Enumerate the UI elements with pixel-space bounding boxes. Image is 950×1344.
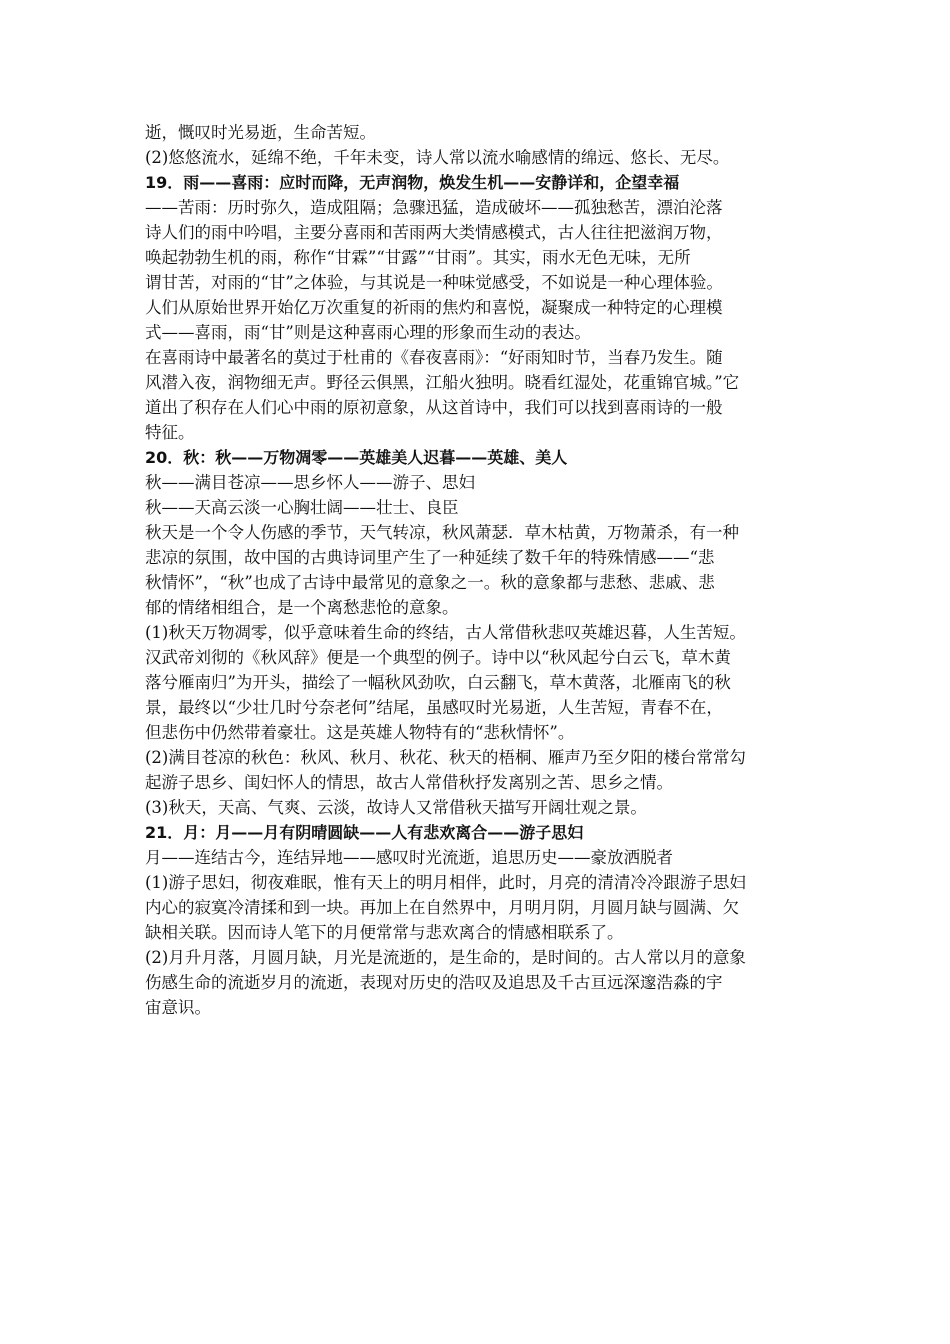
text-line: 风潜入夜，润物细无声。野径云俱黑，江船火独明。晓看红湿处，花重锦官城。”它 <box>145 373 740 392</box>
text-line: (2)月升月落，月圆月缺，月光是流逝的，是生命的，是时间的。古人常以月的意象 <box>145 948 746 967</box>
text-line: 秋——天高云淡一心胸壮阔——壮士、良臣 <box>145 498 459 517</box>
text-line: 谓甘苦，对雨的“甘”之体验，与其说是一种味觉感受，不如说是一种心理体验。 <box>145 273 723 292</box>
text-line: 道出了积存在人们心中雨的原初意象，从这首诗中，我们可以找到喜雨诗的一般 <box>145 398 723 417</box>
text-line: 郁的情绪相组合，是一个离愁悲怆的意象。 <box>145 598 459 617</box>
text-line: 但悲伤中仍然带着豪壮。这是英雄人物特有的“悲秋情怀”。 <box>145 723 575 742</box>
document-body <box>145 120 815 1020</box>
text-line: (2)满目苍凉的秋色：秋风、秋月、秋花、秋天的梧桐、雁声乃至夕阳的楼台常常勾 <box>145 748 746 767</box>
text-line: 宙意识。 <box>145 998 211 1017</box>
text-line: 起游子思乡、闺妇怀人的情思，故古人常借秋抒发离别之苦、思乡之情。 <box>145 773 673 792</box>
document-page <box>145 120 815 1020</box>
text-line: (1)秋天万物凋零，似乎意味着生命的终结，古人常借秋悲叹英雄迟暮，人生苦短。 <box>145 623 746 642</box>
text-line: 秋天是一个令人伤感的季节，天气转凉，秋风萧瑟．草木枯黄，万物萧杀，有一种 <box>145 523 739 542</box>
text-line: (3)秋天，天高、气爽、云淡，故诗人又常借秋天描写开阔壮观之景。 <box>145 798 647 817</box>
text-line: ——苦雨：历时弥久，造成阻隔；急骤迅猛，造成破坏——孤独愁苦，漂泊沦落 <box>145 198 723 217</box>
text-line: (1)游子思妇，彻夜难眠，惟有天上的明月相伴，此时，月亮的清清冷冷跟游子思妇 <box>145 873 746 892</box>
text-line: (2)悠悠流水，延绵不绝，千年未变，诗人常以流水喻感情的绵远、悠长、无尽。 <box>145 148 730 167</box>
text-line: 落兮雁南归”为开头，描绘了一幅秋风劲吹，白云翻飞，草木黄落，北雁南飞的秋 <box>145 673 731 692</box>
text-line: 伤感生命的流逝岁月的流逝，表现对历史的浩叹及追思及千古亘远深邃浩淼的宇 <box>145 973 723 992</box>
text-line: 秋——满目苍凉——思乡怀人——游子、思妇 <box>145 473 475 492</box>
text-line: 在喜雨诗中最著名的莫过于杜甫的《春夜喜雨》：“好雨知时节，当春乃发生。随 <box>145 348 723 367</box>
text-line: 月——连结古今，连结异地——感叹时光流逝，追思历史——豪放洒脱者 <box>145 848 673 867</box>
section-heading: 21．月：月——月有阴晴圆缺——人有悲欢离合——游子思妇 <box>145 823 584 842</box>
text-line: 唤起勃勃生机的雨，称作“甘霖”“甘露”“甘雨”。其实，雨水无色无味，无所 <box>145 248 691 267</box>
text-line: 人们从原始世界开始亿万次重复的祈雨的焦灼和喜悦，凝聚成一种特定的心理模 <box>145 298 723 317</box>
text-line: 内心的寂寞冷清揉和到一块。再加上在自然界中，月明月阴，月圆月缺与圆满、欠 <box>145 898 739 917</box>
text-line: 悲凉的氛围，故中国的古典诗词里产生了一种延续了数千年的特殊情感——“悲 <box>145 548 715 567</box>
text-line: 逝，慨叹时光易逝，生命苦短。 <box>145 123 376 142</box>
text-line: 特征。 <box>145 423 195 442</box>
section-heading: 20．秋：秋——万物凋零——英雄美人迟暮——英雄、美人 <box>145 448 568 467</box>
text-line: 景，最终以“少壮几时兮奈老何”结尾，虽感叹时光易逝，人生苦短，青春不在， <box>145 698 723 717</box>
text-line: 秋情怀”，“秋”也成了古诗中最常见的意象之一。秋的意象都与悲愁、悲戚、悲 <box>145 573 715 592</box>
text-line: 诗人们的雨中吟唱，主要分喜雨和苦雨两大类情感模式，古人往往把滋润万物， <box>145 223 723 242</box>
section-heading: 19．雨——喜雨：应时而降，无声润物，焕发生机——安静详和，企望幸福 <box>145 173 680 192</box>
text-line: 缺相关联。因而诗人笔下的月便常常与悲欢离合的情感相联系了。 <box>145 923 624 942</box>
text-line: 汉武帝刘彻的《秋风辞》便是一个典型的例子。诗中以“秋风起兮白云飞，草木黄 <box>145 648 731 667</box>
text-line: 式——喜雨，雨“甘”则是这种喜雨心理的形象而生动的表达。 <box>145 323 591 342</box>
